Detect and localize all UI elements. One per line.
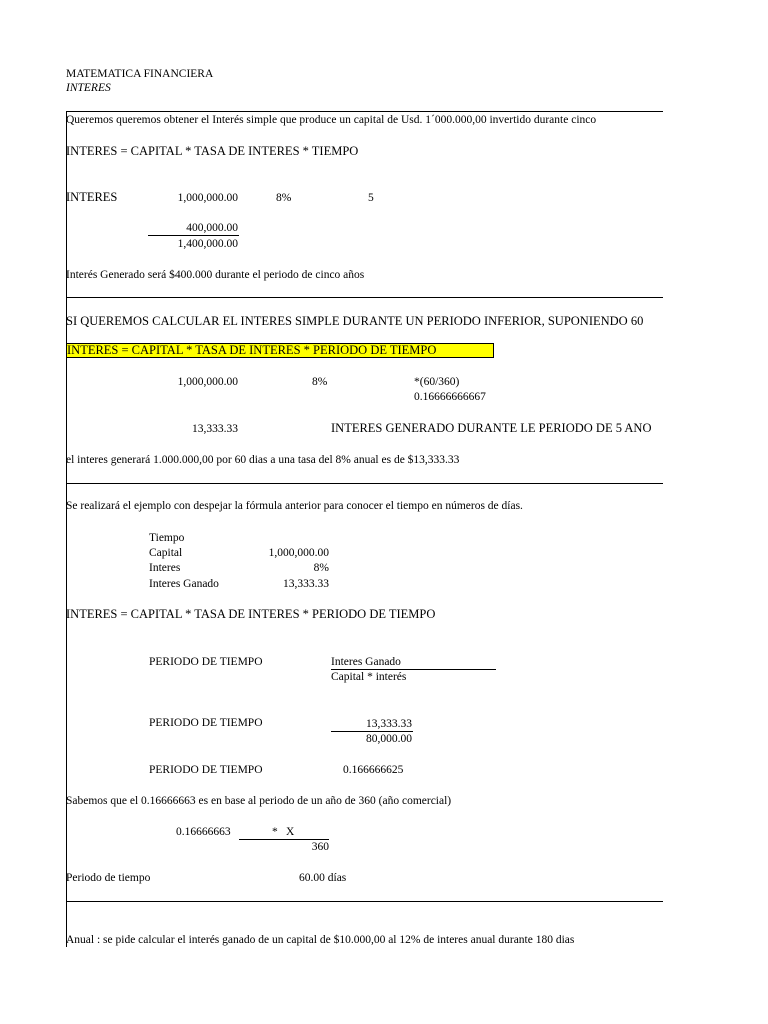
s2-intro: SI QUEREMOS CALCULAR EL INTERES SIMPLE DURANTE UN PERIODO INFERIOR, SUPONIENDO 60: [66, 314, 644, 328]
s1-intro: Queremos queremos obtener el Interés simple que produce un capital de Usd. 1´000.000,00 invertido durante cinco: [66, 114, 597, 126]
s2-formula-highlight: INTERES = CAPITAL * TASA DE INTERES * PERIODO DE TIEMPO: [66, 343, 494, 358]
s3-period-label: PERIODO DE TIEMPO: [149, 656, 263, 668]
s3-base-note: Sabemos que el 0.16666663 es en base al periodo de un año de 360 (año comercial): [66, 795, 452, 807]
s2-fraction-value: 0.16666666667: [414, 391, 486, 403]
s3-eq-left: 0.16666663: [176, 826, 231, 838]
s3-period-value: 0.166666625: [343, 764, 404, 776]
s1-capital: 1,000,000.00: [177, 192, 238, 204]
left-border: [66, 111, 67, 947]
s1-label: INTERES: [66, 190, 118, 204]
s3-denominator: 80,000.00: [366, 733, 412, 745]
s2-rate: 8%: [312, 376, 328, 388]
s3-row-label: Interes Ganado: [149, 578, 219, 590]
s4-intro: Anual : se pide calcular el interés ganado de un capital de $10.000,00 al 12% de interes anual durante 180 dias: [66, 934, 575, 946]
s2-capital: 1,000,000.00: [177, 376, 238, 388]
divider: [66, 901, 663, 902]
s3-row-label: Tiempo: [149, 532, 185, 544]
s2-result: 13,333.33: [192, 423, 238, 435]
s3-eq-x: X: [286, 826, 295, 838]
s3-final-value: 60.00 días: [299, 872, 347, 884]
divider: [66, 111, 663, 112]
s2-conclusion: el interes generará 1.000.000,00 por 60 dias a una tasa del 8% anual es de $13,333.33: [66, 454, 460, 466]
s3-eq-den: 360: [311, 841, 329, 853]
s3-formula: INTERES = CAPITAL * TASA DE INTERES * PERIODO DE TIEMPO: [66, 607, 436, 621]
s3-numerator: Interes Ganado: [331, 656, 401, 668]
doc-title: MATEMATICA FINANCIERA: [66, 68, 214, 80]
s3-row-value: 8%: [313, 562, 329, 574]
s3-numerator: 13,333.33: [366, 718, 412, 730]
s1-conclusion: Interés Generado será $400.000 durante el periodo de cinco años: [66, 269, 365, 281]
s3-period-label: PERIODO DE TIEMPO: [149, 717, 263, 729]
s2-fraction: *(60/360): [414, 376, 460, 388]
s3-eq-op: *: [272, 826, 278, 838]
s3-intro: Se realizará el ejemplo con despejar la fórmula anterior para conocer el tiempo en números de días.: [66, 500, 523, 512]
divider: [66, 297, 663, 298]
divider: [66, 483, 663, 484]
s1-interest: 400,000.00: [186, 222, 238, 234]
s3-denominator: Capital * interés: [331, 671, 407, 683]
s1-rate: 8%: [276, 192, 292, 204]
s2-result-label: INTERES GENERADO DURANTE LE PERIODO DE 5 ANO: [331, 421, 652, 435]
sum-line: [148, 235, 239, 236]
s3-row-label: Interes: [149, 562, 181, 574]
s1-total: 1,400,000.00: [177, 238, 238, 250]
s3-row-label: Capital: [149, 547, 183, 559]
s3-period-label: PERIODO DE TIEMPO: [149, 764, 263, 776]
s3-row-value: 13,333.33: [283, 578, 329, 590]
s3-final-label: Periodo de tiempo: [66, 872, 151, 884]
doc-subtitle: INTERES: [66, 82, 111, 94]
s1-formula: INTERES = CAPITAL * TASA DE INTERES * TIEMPO: [66, 144, 359, 158]
s1-time: 5: [368, 192, 374, 204]
s3-row-value: 1,000,000.00: [268, 547, 329, 559]
